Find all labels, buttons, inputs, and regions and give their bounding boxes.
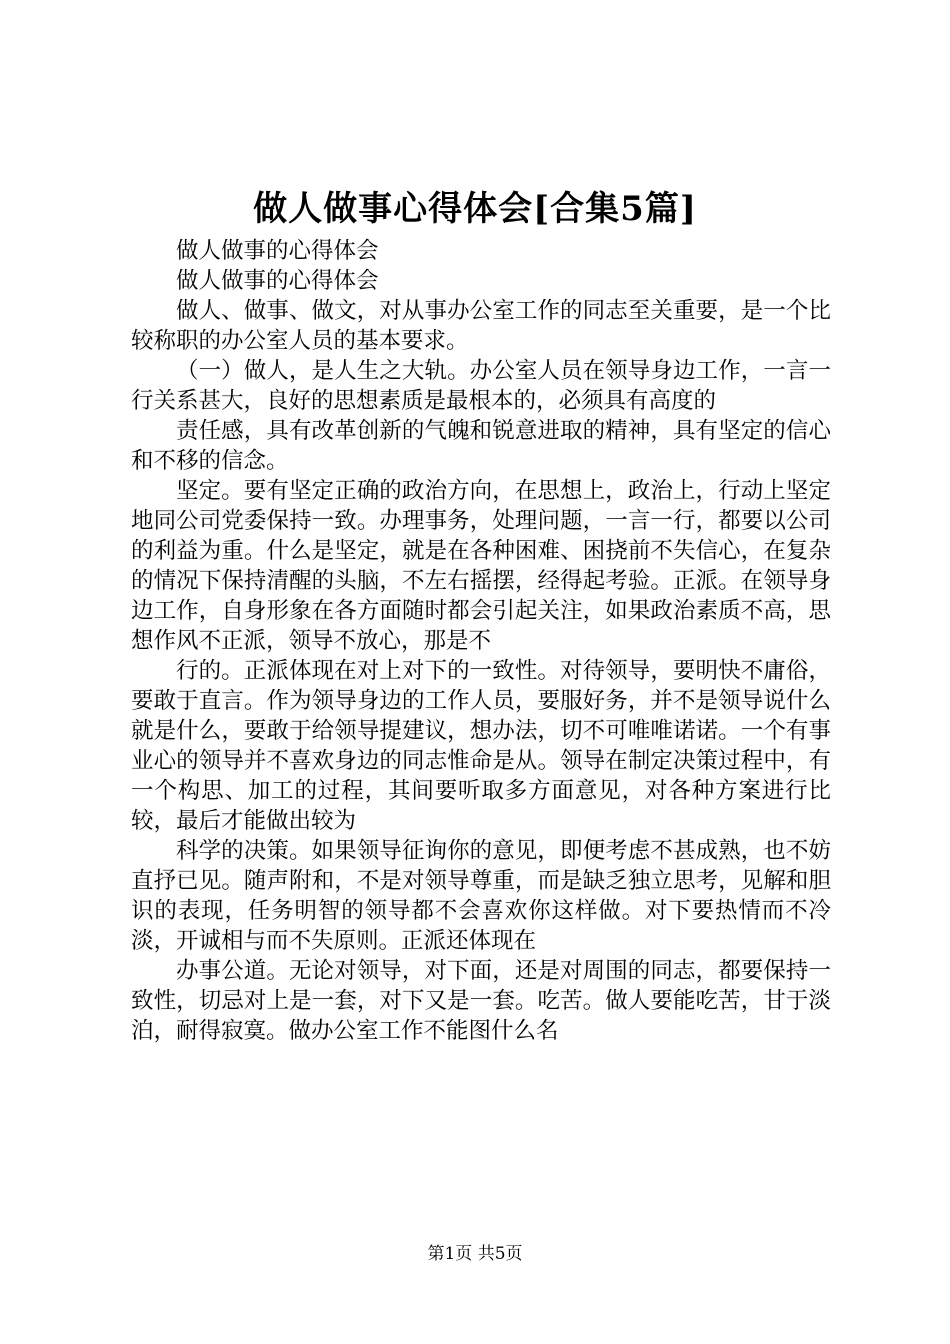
paragraph: 做人做事的心得体会	[176, 238, 379, 264]
paragraph: 坚定。要有坚定正确的政治方向，在思想上，政治上，行动上坚定地同公司党委保持一致。办理事务，处理问题，一言一行，都要以公司的利益为重。什么是坚定，就是在各种困难、困挠前不失信心，在复杂的情况下保持清醒的头脑，不左右摇摆，经得起考验。正派。在领导身边工作，自身形象在各方面随时都会引起关注，如果政治素质不高，思想作风不正派，领导不放心，那是不	[131, 478, 831, 654]
paragraph: 行的。正派体现在对上对下的一致性。对待领导，要明快不庸俗，要敢于直言。作为领导身边的工作人员，要服好务，并不是领导说什么就是什么，要敢于给领导提建议，想办法，切不可唯唯诺诺。一个有事业心的领导并不喜欢身边的同志惟命是从。领导在制定决策过程中，有一个构思、加工的过程，其间要听取多方面意见，对各种方案进行比较，最后才能做出较为	[131, 658, 831, 834]
paragraph: 做人做事的心得体会	[176, 268, 379, 294]
page-footer: 第1页 共5页	[427, 1244, 523, 1264]
paragraph: 责任感，具有改革创新的气魄和锐意进取的精神，具有坚定的信心和不移的信念。	[131, 418, 831, 474]
paragraph: （一）做人，是人生之大轨。办公室人员在领导身边工作，一言一行关系甚大，良好的思想素质是最根本的，必须具有高度的	[131, 358, 831, 414]
paragraph: 科学的决策。如果领导征询你的意见，即便考虑不甚成熟，也不妨直抒已见。随声附和，不是对领导尊重，而是缺乏独立思考，见解和胆识的表现，任务明智的领导都不会喜欢你这样做。对下要热情而不冷淡，开诚相与而不失原则。正派还体现在	[131, 838, 831, 954]
paragraph: 做人、做事、做文，对从事办公室工作的同志至关重要，是一个比较称职的办公室人员的基本要求。	[131, 298, 831, 354]
document-title: 做人做事心得体会[合集5篇]	[253, 189, 697, 229]
paragraph: 办事公道。无论对领导，对下面，还是对周围的同志，都要保持一致性，切忌对上是一套，对下又是一套。吃苦。做人要能吃苦，甘于淡泊，耐得寂寞。做办公室工作不能图什么名	[131, 958, 831, 1044]
document-body	[131, 236, 831, 1046]
